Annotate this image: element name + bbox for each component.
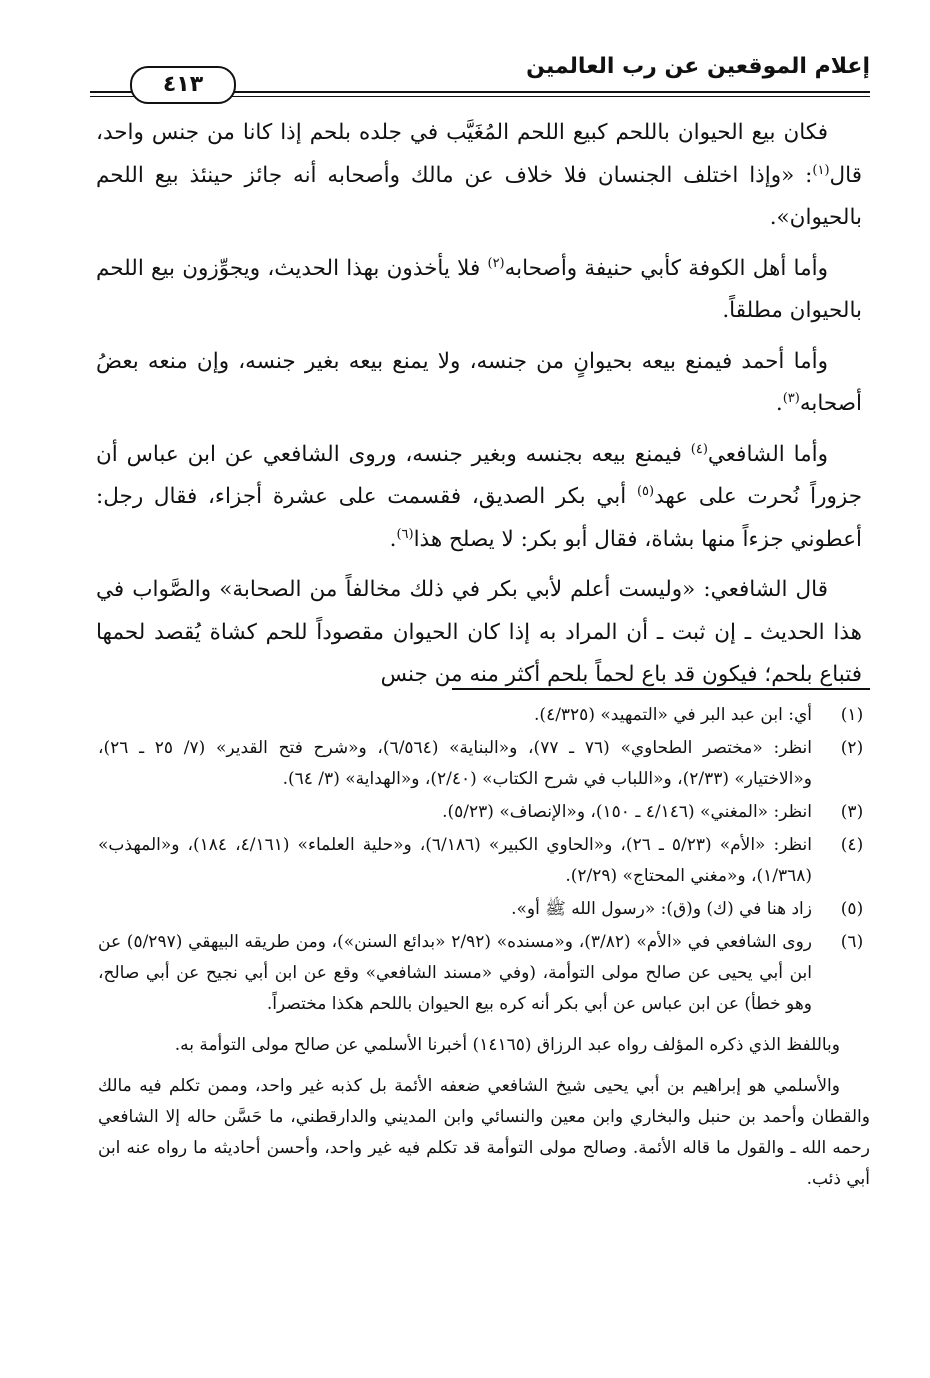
footnote-ref: (٤) [690, 441, 708, 457]
footnote [98, 894, 870, 925]
footnote-number: (٢) [840, 738, 864, 758]
page-header [90, 52, 870, 104]
footnote [98, 700, 870, 731]
paragraph [96, 248, 862, 333]
note-paragraph: والأسلمي هو إبراهيم بن أبي يحيى شيخ الشافعي ضعفه الأئمة بل كذبه غير واحد، وممن تكلم فيه مالك والقطان وأحمد بن حنبل والبخاري وابن معين والنسائي وابن المديني والدارقطني، ما حَسَّن حاله إلا الشافعي رحمه الله ـ والقول ما قاله الأئمة. وصالح مولى التوأمة قد تكلم فيه غير واحد، وأحسن أحاديثه ما رواه عنه ابن أبي ذئب. [98, 1076, 870, 1189]
footnote-text: انظر: «الأم» (٥/٢٣ ـ ٢٦)، و«الحاوي الكبير» (٦/١٨٦)، و«حلية العلماء» (٤/١٦١، ١٨٤)، و«المهذب» (١/٣٦٨)، و«مغني المحتاج» (٢/٢٩). [98, 835, 813, 886]
footnote-ref: (١) [812, 162, 830, 178]
footnote-text: روى الشافعي في «الأم» (٣/٨٢)، و«مسنده» (٢/٩٢ «بدائع السنن»)، ومن طريقه البيهقي (٥/٢٩٧) عن ابن أبي يحيى عن صالح مولى التوأمة، (وفي «مسند الشافعي» وقع عن ابن أبي نجيح عن أبي صالح، وهو خطأ) عن ابن عباس عن أبي بكر أنه كره بيع الحيوان باللحم هكذا مختصراً. [98, 932, 812, 1014]
text-segment: . [389, 526, 397, 552]
text-segment: أبي بكر الصديق، فقسمت على عشرة أجزاء، فقال رجل: أعطوني جزءاً منها بشاة، فقال أبو بكر: لا يصلح هذا [96, 484, 862, 552]
footnote-ref: (٥) [636, 483, 655, 499]
text-segment: : «وإذا اختلف الجنسان فلا خلاف عن مالك وأصحابه أنه جائز حينئذ بيع اللحم بالحيوان». [96, 162, 862, 230]
footnote [98, 733, 870, 795]
paragraph [96, 569, 862, 697]
footnote-text: انظر: «مختصر الطحاوي» (٧٦ ـ ٧٧)، و«البناية» (٦/٥٦٤)، و«شرح فتح القدير» (٧/ ٢٥ ـ ٢٦)، و«الاختيار» (٢/٣٣)، و«اللباب في شرح الكتاب» (٢/٤٠)، و«الهداية» (٣/ ٦٤). [98, 738, 812, 789]
paragraph [96, 112, 862, 240]
footnote-number: (١) [840, 705, 864, 725]
footnotes [98, 700, 870, 1195]
paragraph [96, 434, 862, 562]
footnote-separator [452, 688, 870, 690]
footnote-ref: (٣) [782, 390, 800, 406]
footnote-number: (٣) [840, 802, 864, 822]
text-segment: فلا يأخذون بهذا الحديث، ويجوِّزون بيع اللحم بالحيوان مطلقاً. [96, 255, 862, 323]
footnote-text: أي: ابن عبد البر في «التمهيد» (٤/٣٢٥). [534, 705, 812, 725]
footnote-number: (٦) [840, 932, 864, 952]
footnote [98, 927, 870, 1020]
text-segment: فكان بيع الحيوان باللحم كبيع اللحم المُغَيَّب في جلده بلحم إذا كانا من جنس واحد، قال [96, 120, 862, 188]
note-paragraph: وباللفظ الذي ذكره المؤلف رواه عبد الرزاق (١٤١٦٥) أخبرنا الأسلمي عن صالح مولى التوأمة به. [174, 1035, 840, 1055]
footnote-ref: (٢) [487, 255, 505, 271]
footnote-number: (٤) [840, 835, 864, 855]
book-title: إعلام الموقعين عن رب العالمين [526, 54, 870, 79]
text-segment: . [775, 391, 783, 416]
text-segment: وأما الشافعي [707, 441, 828, 467]
footnote [98, 797, 870, 828]
page-number: ٤١٣ [130, 66, 236, 104]
footnote-text: زاد هنا في (ك) و(ق): «رسول الله ﷺ أو». [511, 899, 812, 919]
text-segment: وأما أحمد فيمنع بيعه بحيوانٍ من جنسه، ولا يمنع بيعه بغير جنسه، وإن منعه بعضُ أصحابه [96, 348, 862, 416]
footnote [98, 830, 870, 892]
footnote-ref: (٦) [396, 526, 414, 542]
footnote-text: انظر: «المغني» (٤/١٤٦ ـ ١٥٠)، و«الإنصاف» (٥/٢٣). [442, 802, 812, 822]
text-segment: وأما أهل الكوفة كأبي حنيفة وأصحابه [504, 255, 828, 281]
text-segment: قال الشافعي: «وليست أعلم لأبي بكر في ذلك مخالفاً من الصحابة» والصَّواب في هذا الحديث ـ إن ثبت ـ أن المراد به إذا كان الحيوان مقصوداً للحم كشاة يُقصد لحمها فتباع بلحم؛ فيكون قد باع لحماً بلحم أكثر منه من جنس [96, 577, 862, 687]
main-text [96, 112, 862, 705]
footnote-number: (٥) [840, 899, 864, 919]
paragraph [96, 341, 862, 426]
text-segment: فيمنع بيعه بجنسه وبغير جنسه، وروى الشافعي عن ابن عباس أن جزوراً نُحرت على عهد [96, 441, 862, 509]
